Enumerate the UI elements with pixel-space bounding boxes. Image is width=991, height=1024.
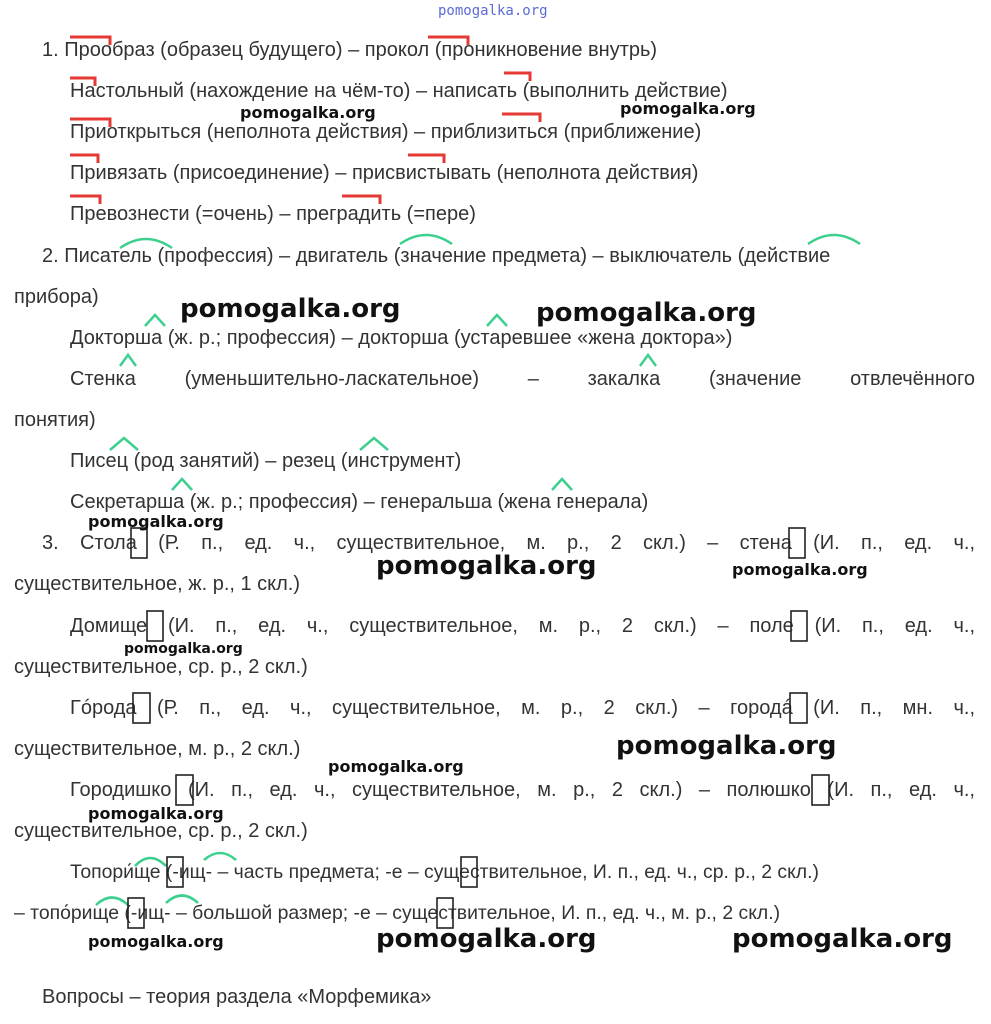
prefix-mark: [70, 37, 110, 45]
watermark: pomogalka.org: [732, 560, 868, 579]
prefix-mark: [342, 196, 380, 204]
prefix-mark: [70, 78, 95, 86]
ending-box: [791, 611, 807, 641]
watermark: pomogalka.org: [732, 924, 953, 954]
text-line-13: 3. Стола (Р. п., ед. ч., существительное, м. р., 2 скл.) – стена (И. п., ед. ч.,: [42, 532, 975, 554]
suffix-mark: [120, 239, 172, 248]
prefix-mark: [70, 119, 110, 127]
watermark: pomogalka.org: [240, 103, 376, 122]
suffix-mark: [400, 235, 452, 244]
text-line-8: Докторша (ж. р.; профессия) – докторша (устаревшее «жена доктора»): [70, 327, 733, 349]
watermark-top: pomogalka.org: [438, 3, 548, 19]
prefix-mark: [70, 196, 100, 204]
watermark: pomogalka.org: [376, 924, 597, 954]
suffix-mark: [96, 898, 128, 906]
text-line-23: Вопросы – теория раздела «Морфемика»: [42, 986, 432, 1008]
text-line-1: 1. Прообраз (образец будущего) – прокол (проникновение внутрь): [42, 39, 658, 61]
text-line-10: понятия): [14, 409, 96, 431]
text-line-20: существительное, ср. р., 2 скл.): [14, 820, 308, 842]
watermark: pomogalka.org: [180, 294, 401, 324]
text-line-2: Настольный (нахождение на чём-то) – написать (выполнить действие): [70, 80, 728, 102]
suffix-mark: [166, 896, 198, 904]
suffix-mark: [360, 438, 388, 450]
ending-box: [461, 857, 477, 887]
ending-box: [133, 693, 150, 723]
watermark: pomogalka.org: [620, 99, 756, 118]
text-line-16: существительное, ср. р., 2 скл.): [14, 656, 308, 678]
watermark: pomogalka.org: [88, 512, 224, 531]
text-line-17: Гóрода (Р. п., ед. ч., существительное, м. р., 2 скл.) – городá (И. п., мн. ч.,: [70, 697, 975, 719]
watermark: pomogalka.org: [328, 757, 464, 776]
suffix-mark: [204, 853, 236, 860]
prefix-mark: [428, 37, 468, 45]
ending-box: [789, 528, 805, 558]
suffix-mark: [487, 315, 507, 326]
suffix-mark: [552, 479, 572, 490]
text-line-12: Секретарша (ж. р.; профессия) – генеральша (жена генерала): [70, 491, 649, 513]
text-line-21: Топори́ще (-ищ- – часть предмета; -е – существительное, И. п., ед. ч., ср. р., 2 скл.): [70, 861, 819, 883]
prefix-mark: [70, 155, 98, 163]
text-line-18: существительное, м. р., 2 скл.): [14, 738, 301, 760]
prefix-mark: [504, 73, 530, 81]
text-line-14: существительное, ж. р., 1 скл.): [14, 573, 301, 595]
text-line-15: Домище (И. п., ед. ч., существительное, м. р., 2 скл.) – поле (И. п., ед. ч.,: [70, 615, 975, 637]
watermark: pomogalka.org: [88, 932, 224, 951]
watermark: pomogalka.org: [124, 641, 243, 657]
text-line-22: – топо́рище (-ищ- – большой размер; -е – существительное, И. п., ед. ч., м. р., 2 скл.): [14, 902, 781, 924]
ending-box: [147, 611, 163, 641]
text-line-4: Привязать (присоединение) – присвистывать (неполнота действия): [70, 162, 699, 184]
text-line-19: Городишко (И. п., ед. ч., существительное, м. р., 2 скл.) – полюшко (И. п., ед. ч.,: [70, 779, 975, 801]
suffix-mark: [145, 315, 165, 326]
watermark: pomogalka.org: [88, 804, 224, 823]
text-line-7: прибора): [14, 286, 99, 308]
suffix-mark: [120, 355, 136, 366]
prefix-mark: [502, 114, 540, 122]
ending-box: [176, 775, 193, 805]
text-line-3: Приоткрыться (неполнота действия) – приблизиться (приближение): [70, 121, 702, 143]
suffix-mark: [808, 235, 860, 244]
ending-box: [790, 693, 807, 723]
watermark: pomogalka.org: [616, 731, 837, 761]
text-line-6: 2. Писатель (профессия) – двигатель (значение предмета) – выключатель (действие: [42, 245, 831, 267]
suffix-mark: [172, 479, 192, 490]
suffix-mark: [640, 355, 656, 366]
watermark: pomogalka.org: [536, 298, 757, 328]
suffix-mark: [135, 858, 166, 866]
ending-box: [812, 775, 829, 805]
suffix-mark: [110, 438, 138, 450]
ending-box: [131, 528, 147, 558]
prefix-mark: [408, 155, 444, 163]
ending-box: [167, 857, 183, 887]
watermark: pomogalka.org: [376, 551, 597, 581]
ending-box: [128, 898, 144, 928]
text-line-5: Превознести (=очень) – преградить (=пере): [70, 203, 476, 225]
text-line-9: Стенка (уменьшительно-ласкательное) – закалка (значение отвлечённого: [70, 368, 975, 390]
text-line-11: Писец (род занятий) – резец (инструмент): [70, 450, 462, 472]
